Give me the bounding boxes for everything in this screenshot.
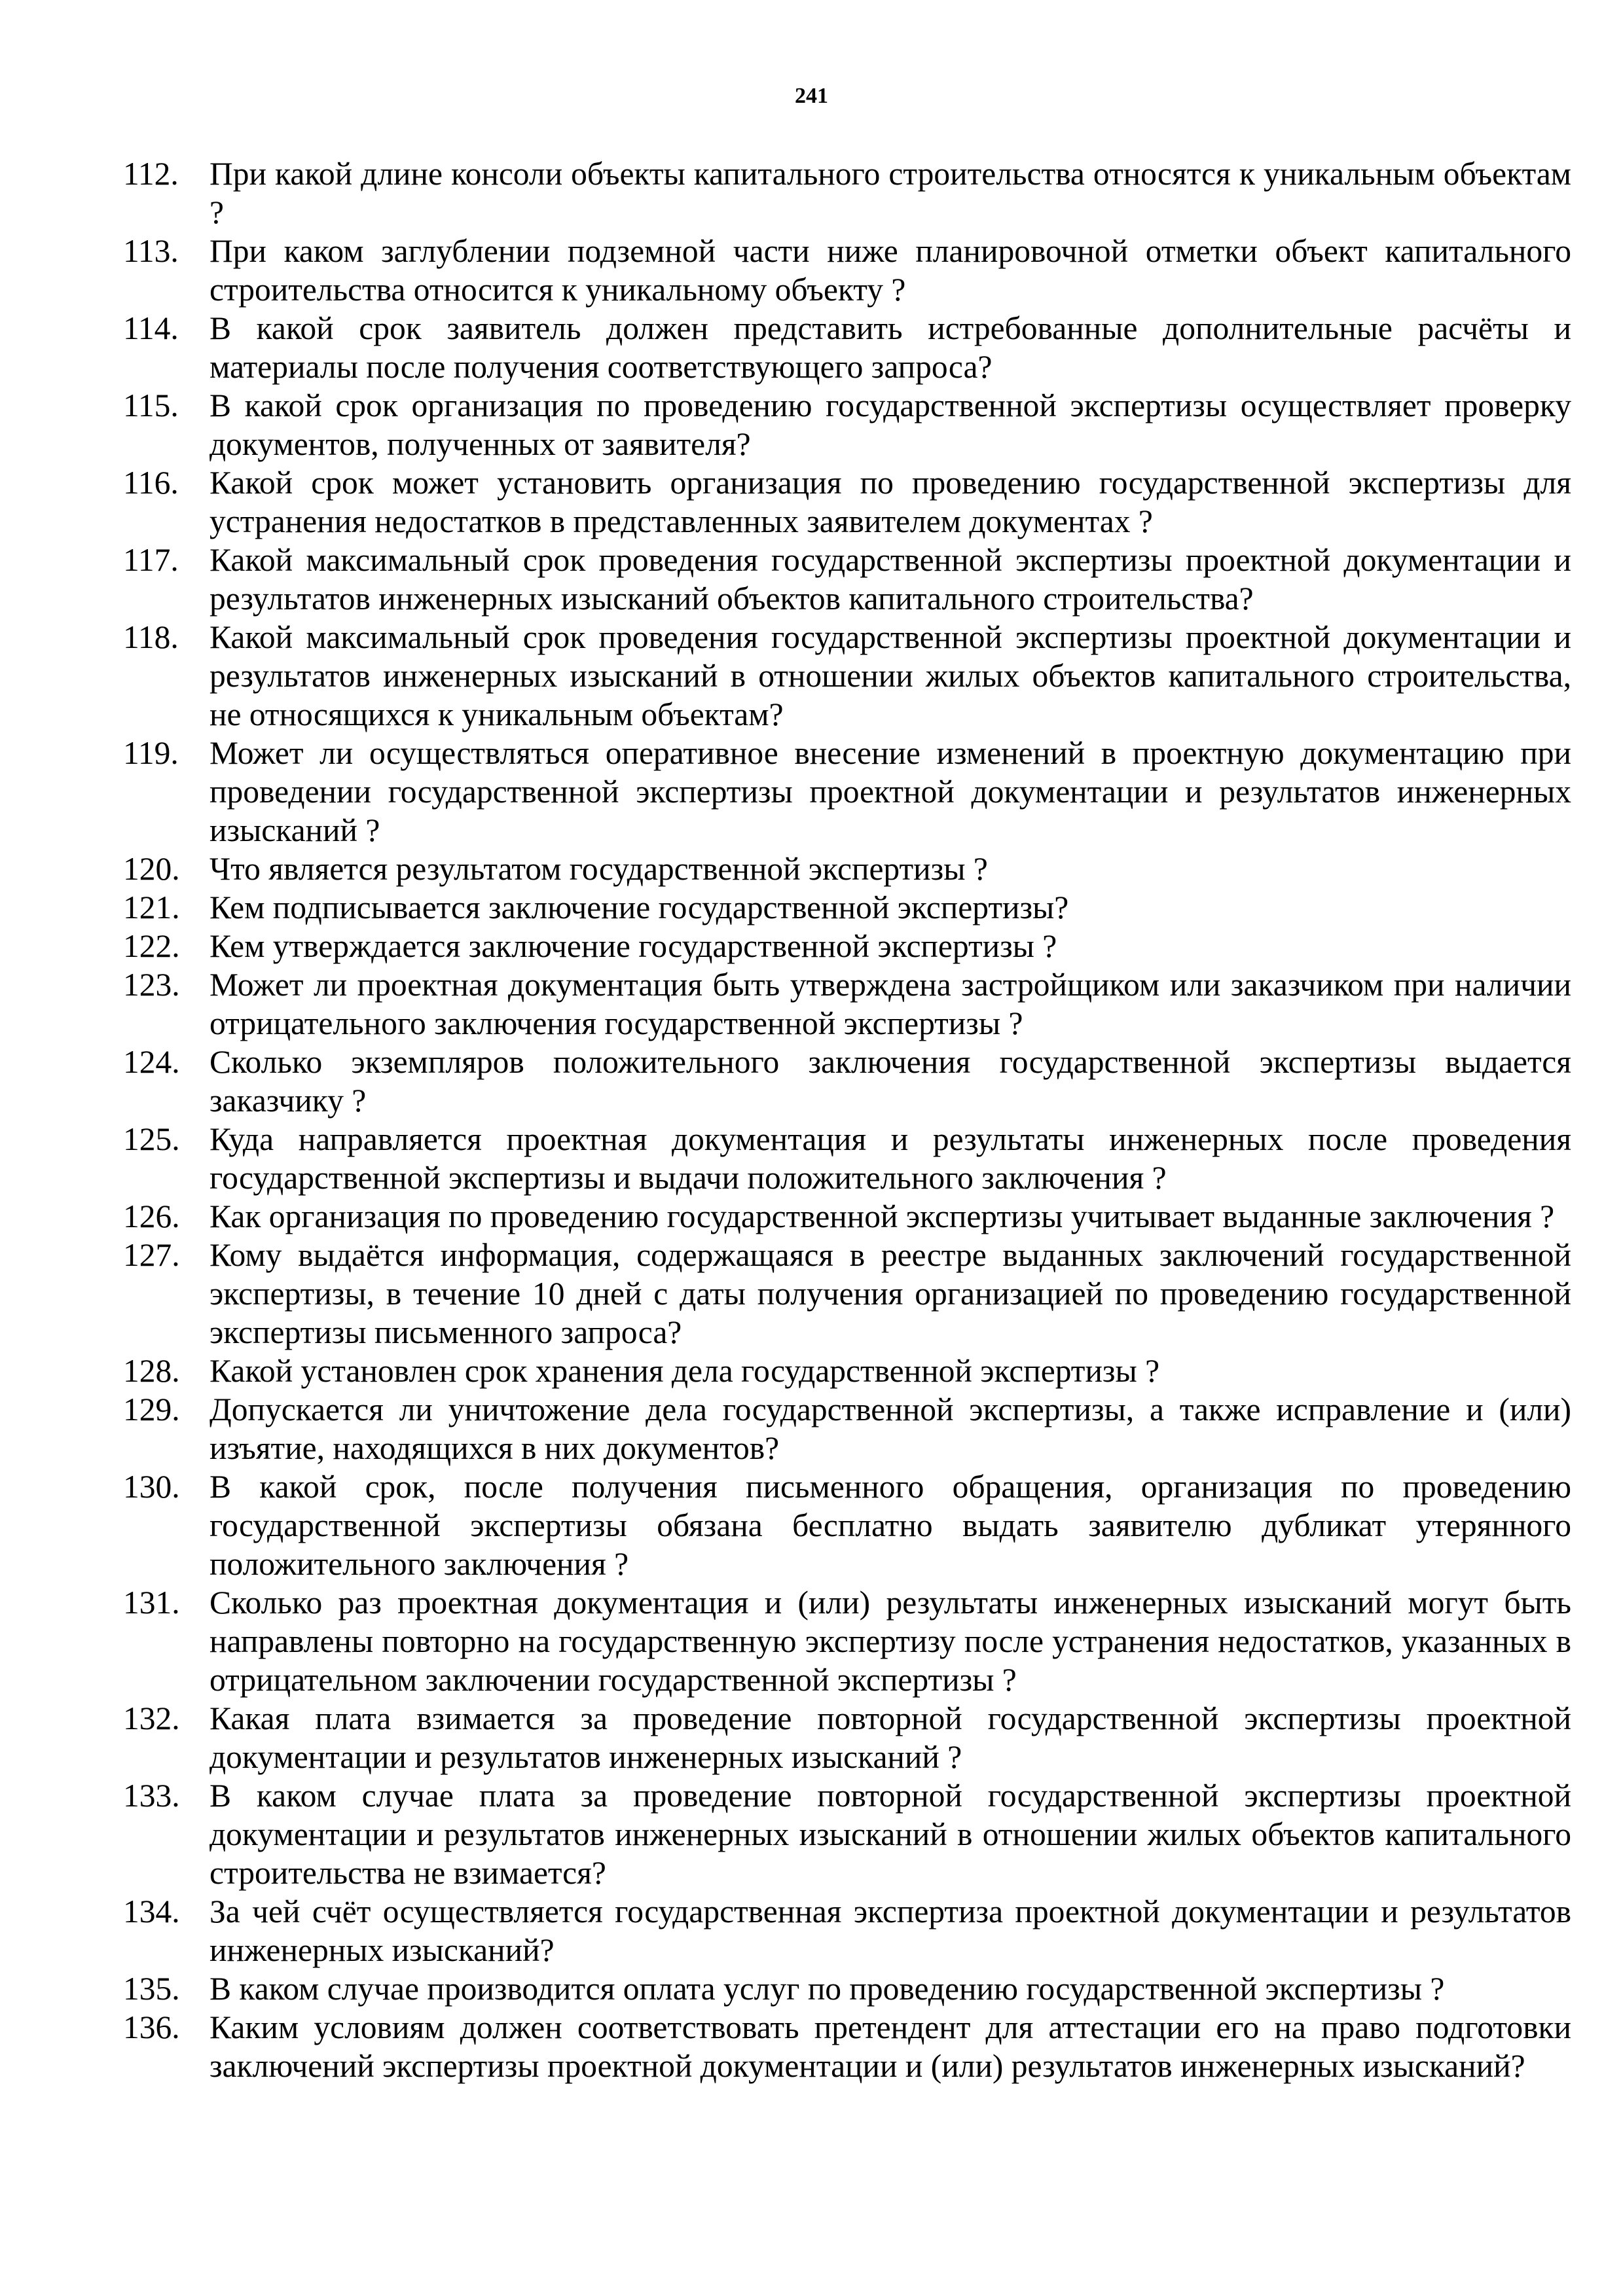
question-list <box>123 154 1571 2085</box>
question-text: Сколько раз проектная документация и (или) результаты инженерных изысканий могут быть направлены повторно на государственную экспертизу после устранения недостатков, указанных в отрицательном заключении государственной экспертизы ? <box>210 1585 1571 1698</box>
question-number: 117. <box>123 542 179 578</box>
question-item <box>123 232 1571 309</box>
question-number: 123. <box>123 967 180 1003</box>
question-item <box>123 1390 1571 1467</box>
question-item <box>123 541 1571 618</box>
question-item <box>123 888 1571 927</box>
question-text: Какой установлен срок хранения дела государственной экспертизы ? <box>210 1353 1160 1389</box>
question-number: 132. <box>123 1700 180 1736</box>
page-number: 241 <box>795 84 828 108</box>
question-number: 134. <box>123 1893 180 1929</box>
question-item <box>123 1699 1571 1776</box>
question-number: 126. <box>123 1198 180 1234</box>
question-text: В какой срок, после получения письменного обращения, организация по проведению государственной экспертизы обязана бесплатно выдать заявителю дубликат утерянного положительного заключения ? <box>210 1469 1571 1582</box>
question-number: 124. <box>123 1044 180 1080</box>
question-number: 130. <box>123 1469 180 1505</box>
question-item <box>123 386 1571 463</box>
question-number: 112. <box>123 156 179 192</box>
question-text: Какой срок может установить организация по проведению государственной экспертизы для устранения недостатков в представленных заявителем документах ? <box>210 465 1571 539</box>
question-number: 118. <box>123 619 179 655</box>
question-item <box>123 1120 1571 1197</box>
question-item <box>123 309 1571 386</box>
question-number: 121. <box>123 889 180 925</box>
question-text: Может ли осуществляться оперативное внесение изменений в проектную документацию при проведении государственной экспертизы проектной документации и результатов инженерных изысканий ? <box>210 735 1571 848</box>
question-text: Каким условиям должен соответствовать претендент для аттестации его на право подготовки заключений экспертизы проектной документации и (или) результатов инженерных изысканий? <box>210 2009 1571 2084</box>
question-number: 131. <box>123 1585 180 1621</box>
question-text: В каком случае плата за проведение повторной государственной экспертизы проектной документации и результатов инженерных изысканий в отношении жилых объектов капитального строительства не взимается? <box>210 1778 1571 1891</box>
question-text: Какая плата взимается за проведение повторной государственной экспертизы проектной документации и результатов инженерных изысканий ? <box>210 1700 1571 1775</box>
question-number: 136. <box>123 2009 180 2045</box>
question-item <box>123 1583 1571 1699</box>
question-item <box>123 463 1571 541</box>
question-text: При какой длине консоли объекты капитального строительства относятся к уникальным объектам ? <box>210 156 1571 230</box>
question-item <box>123 734 1571 850</box>
question-number: 119. <box>123 735 179 771</box>
question-text: В каком случае производится оплата услуг по проведению государственной экспертизы ? <box>210 1971 1445 2007</box>
question-text: Куда направляется проектная документация и результаты инженерных после проведения государственной экспертизы и выдачи положительного заключения ? <box>210 1121 1571 1196</box>
question-item <box>123 1352 1571 1390</box>
question-text: Что является результатом государственной экспертизы ? <box>210 851 988 887</box>
question-number: 125. <box>123 1121 180 1157</box>
question-text: Кем утверждается заключение государственной экспертизы ? <box>210 928 1057 964</box>
question-text: Допускается ли уничтожение дела государственной экспертизы, а также исправление и (или) изъятие, находящихся в них документов? <box>210 1391 1571 1466</box>
question-number: 135. <box>123 1971 180 2007</box>
question-number: 113. <box>123 233 179 269</box>
question-item <box>123 1043 1571 1120</box>
question-text: Может ли проектная документация быть утверждена застройщиком или заказчиком при наличии отрицательного заключения государственной экспертизы ? <box>210 967 1571 1041</box>
question-item <box>123 1969 1571 2008</box>
question-text: Сколько экземпляров положительного заключения государственной экспертизы выдается заказчику ? <box>210 1044 1571 1119</box>
question-number: 128. <box>123 1353 180 1389</box>
question-number: 116. <box>123 465 179 501</box>
question-item <box>123 1236 1571 1352</box>
question-number: 122. <box>123 928 180 964</box>
question-text: Какой максимальный срок проведения государственной экспертизы проектной документации и результатов инженерных изысканий в отношении жилых объектов капитального строительства, не относящихся к уникальным объектам? <box>210 619 1571 732</box>
question-text: Кем подписывается заключение государственной экспертизы? <box>210 889 1069 925</box>
question-item <box>123 154 1571 232</box>
question-text: В какой срок организация по проведению государственной экспертизы осуществляет проверку документов, полученных от заявителя? <box>210 387 1571 462</box>
question-item <box>123 1892 1571 1969</box>
question-text: В какой срок заявитель должен представить истребованные дополнительные расчёты и материалы после получения соответствующего запроса? <box>210 310 1571 385</box>
question-text: За чей счёт осуществляется государственная экспертиза проектной документации и результатов инженерных изысканий? <box>210 1893 1571 1968</box>
question-text: При каком заглублении подземной части ниже планировочной отметки объект капитального строительства относится к уникальному объекту ? <box>210 233 1571 308</box>
question-item <box>123 1197 1571 1236</box>
question-number: 127. <box>123 1237 180 1273</box>
question-number: 120. <box>123 851 180 887</box>
question-item <box>123 850 1571 888</box>
question-text: Как организация по проведению государственной экспертизы учитывает выданные заключения ? <box>210 1198 1555 1234</box>
question-item <box>123 1467 1571 1583</box>
question-text: Кому выдаётся информация, содержащаяся в реестре выданных заключений государственной экспертизы, в течение 10 дней с даты получения организацией по проведению государственной экспертизы письменного запроса? <box>210 1237 1571 1350</box>
question-number: 115. <box>123 387 179 423</box>
question-text: Какой максимальный срок проведения государственной экспертизы проектной документации и результатов инженерных изысканий объектов капитального строительства? <box>210 542 1571 617</box>
question-item <box>123 2008 1571 2085</box>
question-item <box>123 927 1571 965</box>
question-item <box>123 1776 1571 1892</box>
question-number: 133. <box>123 1778 180 1814</box>
question-number: 114. <box>123 310 179 346</box>
question-number: 129. <box>123 1391 180 1427</box>
question-item <box>123 618 1571 734</box>
question-item <box>123 965 1571 1043</box>
